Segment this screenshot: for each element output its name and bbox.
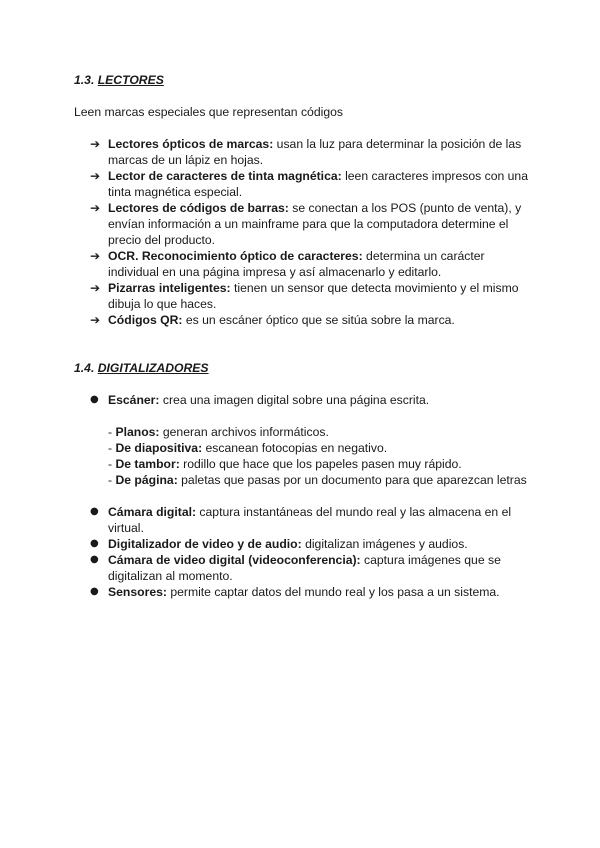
arrow-icon: ➔ — [90, 313, 101, 327]
list-item — [90, 504, 530, 536]
dash-prefix: - — [108, 473, 116, 487]
list-item — [90, 168, 530, 200]
item-term: Cámara de video digital (videoconferencia): — [108, 553, 361, 567]
list-item — [90, 248, 530, 280]
sub-list-item — [108, 456, 527, 472]
list-item — [90, 312, 530, 328]
item-term: Lector de caracteres de tinta magnética: — [108, 169, 342, 183]
item-description: crea una imagen digital sobre una página escrita. — [159, 393, 430, 407]
item-description: captura imágenes que se digitalizan al momento. — [108, 553, 501, 583]
item-term: Códigos QR: — [108, 313, 183, 327]
item-term: De tambor: — [115, 457, 180, 471]
item-term: Planos: — [115, 425, 160, 439]
item-description: captura instantáneas del mundo real y las almacena en el virtual. — [108, 505, 512, 535]
item-description: rodillo que hace que los papeles pasen muy rápido. — [179, 457, 462, 471]
item-term: Digitalizador de video y de audio: — [108, 537, 302, 551]
arrow-icon: ➔ — [90, 281, 101, 295]
item-term: Escáner: — [108, 393, 160, 407]
item-description: se conectan a los POS (punto de venta), y envían información a un mainframe para que la computadora determine el precio del producto. — [108, 201, 522, 247]
list-item — [90, 136, 530, 168]
scanner-types-list — [108, 424, 527, 488]
list-item — [90, 536, 530, 552]
list-item — [90, 552, 530, 584]
item-term: Cámara digital: — [108, 505, 197, 519]
item-description: tienen un sensor que detecta movimiento y el mismo dibuja lo que haces. — [108, 281, 519, 311]
item-description: escanean fotocopias en negativo. — [202, 441, 388, 455]
item-term: OCR. Reconocimiento óptico de caracteres: — [108, 249, 363, 263]
arrow-icon: ➔ — [90, 137, 101, 151]
section-number: 1.3. — [74, 73, 98, 87]
dash-prefix: - — [108, 457, 116, 471]
section-heading-digitalizadores — [74, 360, 209, 376]
arrow-icon: ➔ — [90, 169, 101, 183]
section-title: LECTORES — [97, 73, 164, 87]
section-heading-lectores — [74, 72, 164, 88]
item-term: Pizarras inteligentes: — [108, 281, 231, 295]
item-description: leen caracteres impresos con una tinta magnética especial. — [108, 169, 528, 199]
bullet-icon: ● — [90, 538, 99, 549]
digitalizadores-list — [90, 504, 530, 600]
item-description: digitalizan imágenes y audios. — [301, 537, 468, 551]
sub-list-item — [108, 440, 527, 456]
list-item — [90, 392, 530, 408]
item-description: usan la luz para determinar la posición de las marcas de un lápiz en hojas. — [108, 137, 522, 167]
scanner-list — [90, 392, 530, 408]
bullet-icon: ● — [90, 394, 99, 405]
list-item — [90, 200, 530, 248]
item-term: Lectores de códigos de barras: — [108, 201, 289, 215]
arrow-icon: ➔ — [90, 249, 101, 263]
sub-list-item — [108, 472, 527, 488]
arrow-icon: ➔ — [90, 201, 101, 215]
list-item — [90, 584, 530, 600]
bullet-icon: ● — [90, 554, 99, 565]
list-item — [90, 280, 530, 312]
intro-paragraph: Leen marcas especiales que representan códigos — [74, 105, 343, 119]
item-description: paletas que pasas por un documento para que aparezcan letras — [177, 473, 527, 487]
item-description: determina un carácter individual en una página impresa y así almacenarlo y editarlo. — [108, 249, 485, 279]
lectores-list — [90, 136, 530, 328]
sub-list-item — [108, 424, 527, 440]
section-number: 1.4. — [74, 361, 98, 375]
item-description: es un escáner óptico que se sitúa sobre la marca. — [182, 313, 455, 327]
item-term: De diapositiva: — [115, 441, 203, 455]
item-term: De página: — [115, 473, 178, 487]
item-term: Sensores: — [108, 585, 167, 599]
bullet-icon: ● — [90, 506, 99, 517]
dash-prefix: - — [108, 425, 116, 439]
item-description: permite captar datos del mundo real y los pasa a un sistema. — [166, 585, 500, 599]
bullet-icon: ● — [90, 586, 99, 597]
dash-prefix: - — [108, 441, 116, 455]
item-term: Lectores ópticos de marcas: — [108, 137, 274, 151]
section-title: DIGITALIZADORES — [97, 361, 209, 375]
item-description: generan archivos informáticos. — [159, 425, 329, 439]
